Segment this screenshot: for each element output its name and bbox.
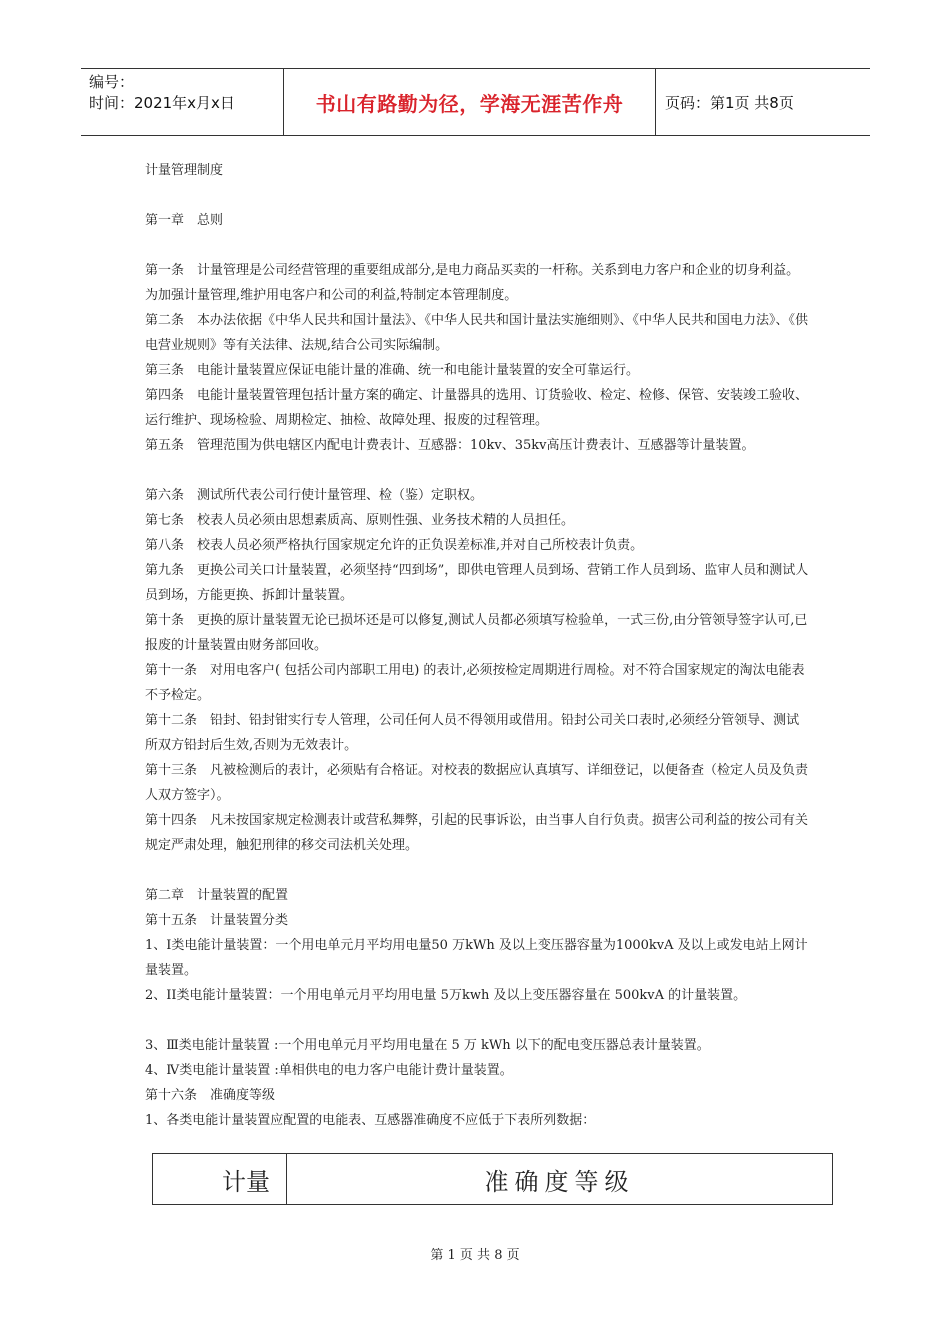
table-header-cell: 准确度等级	[484, 1167, 635, 1196]
article-paragraph: 第四条 电能计量装置管理包括计量方案的确定、计量器具的选用、订货验收、检定、检修、保管、安装竣工验收、运行维护、现场检验、周期检定、抽检、故障处理、报废的过程管理。	[145, 388, 809, 428]
page-header	[81, 68, 870, 136]
chapter-heading: 第二章 计量装置的配置	[145, 888, 289, 903]
list-item: 1、各类电能计量装置应配置的电能表、互感器准确度不应低于下表所列数据：	[145, 1113, 596, 1128]
article-paragraph: 第十二条 铅封、铅封钳实行专人管理，公司任何人员不得领用或借用。铅封公司关口表时,必须经分管领导、测试所双方铅封后生效,否则为无效表计。	[145, 713, 800, 753]
list-item: 2、II类电能计量装置：一个用电单元月平均用电量 5万kwh 及以上变压器容量在 500kvA 的计量装置。	[145, 988, 747, 1003]
document-body	[145, 158, 810, 1133]
article-paragraph: 第二条 本办法依据《中华人民共和国计量法》、《中华人民共和国计量法实施细则》、《中华人民共和国电力法》、《供电营业规则》等有关法律、法规,结合公司实际编制。	[145, 313, 809, 353]
page-footer: 第 1 页 共 8 页	[430, 1248, 520, 1263]
article-paragraph: 第七条 校表人员必须由思想素质高、原则性强、业务技术精的人员担任。	[145, 513, 575, 528]
article-paragraph: 第十三条 凡被检测后的表计，必须贴有合格证。对校表的数据应认真填写、详细登记，以便备查（检定人员及负责人双方签字）。	[145, 763, 809, 803]
article-paragraph: 第三条 电能计量装置应保证电能计量的准确、统一和电能计量装置的安全可靠运行。	[145, 363, 640, 378]
article-paragraph: 第十条 更换的原计量装置无论已损坏还是可以修复,测试人员都必须填写检验单，一式三份,由分管领导签字认可,已报废的计量装置由财务部回收。	[145, 613, 808, 653]
list-item: 4、Ⅳ类电能计量装置 :单相供电的电力客户电能计费计量装置。	[145, 1063, 513, 1078]
document-title: 计量管理制度	[145, 163, 224, 178]
article-paragraph: 第八条 校表人员必须严格执行国家规定允许的正负误差标准,并对自己所校表计负责。	[145, 538, 644, 553]
article-paragraph: 第十五条 计量装置分类	[145, 913, 289, 928]
article-paragraph: 第六条 测试所代表公司行使计量管理、检（鉴）定职权。	[145, 488, 484, 503]
article-paragraph: 第十六条 准确度等级	[145, 1088, 276, 1103]
list-item: 3、Ⅲ类电能计量装置 :一个用电单元月平均用电量在 5 万 kWh 以下的配电变压器总表计量装置。	[145, 1038, 710, 1053]
time-label: 时间：2021年x月x日	[89, 94, 235, 112]
table-header-cell: 计量	[153, 1154, 287, 1204]
header-page-info: 页码：第1页 共8页	[665, 93, 794, 112]
article-paragraph: 第十四条 凡未按国家规定检测表计或营私舞弊，引起的民事诉讼，由当事人自行负责。损害公司利益的按公司有关规定严肃处理，触犯刑律的移交司法机关处理。	[145, 813, 809, 853]
article-paragraph: 第一条 计量管理是公司经营管理的重要组成部分,是电力商品买卖的一杆称。关系到电力客户和企业的切身利益。为加强计量管理,维护用电客户和公司的利益,特制定本管理制度。	[145, 263, 800, 303]
accuracy-table	[152, 1153, 833, 1205]
article-paragraph: 第九条 更换公司关口计量装置，必须坚持“四到场”，即供电管理人员到场、营销工作人员到场、监审人员和测试人员到场，方能更换、拆卸计量装置。	[145, 563, 809, 603]
chapter-heading: 第一章 总则	[145, 213, 224, 228]
header-meta	[81, 69, 283, 135]
list-item: 1、I类电能计量装置：一个用电单元月平均用电量50 万kWh 及以上变压器容量为1000kvA 及以上或发电站上网计量装置。	[145, 938, 808, 978]
article-paragraph: 第十一条 对用电客户( 包括公司内部职工用电) 的表计,必须按检定周期进行周检。对不符合国家规定的淘汰电能表不予检定。	[145, 663, 805, 703]
header-slogan: 书山有路勤为径，学海无涯苦作舟	[283, 69, 656, 135]
number-label: 编号：	[89, 73, 135, 91]
article-paragraph: 第五条 管理范围为供电辖区内配电计费表计、互感器：10kv、35kv高压计费表计、互感器等计量装置。	[145, 438, 755, 453]
